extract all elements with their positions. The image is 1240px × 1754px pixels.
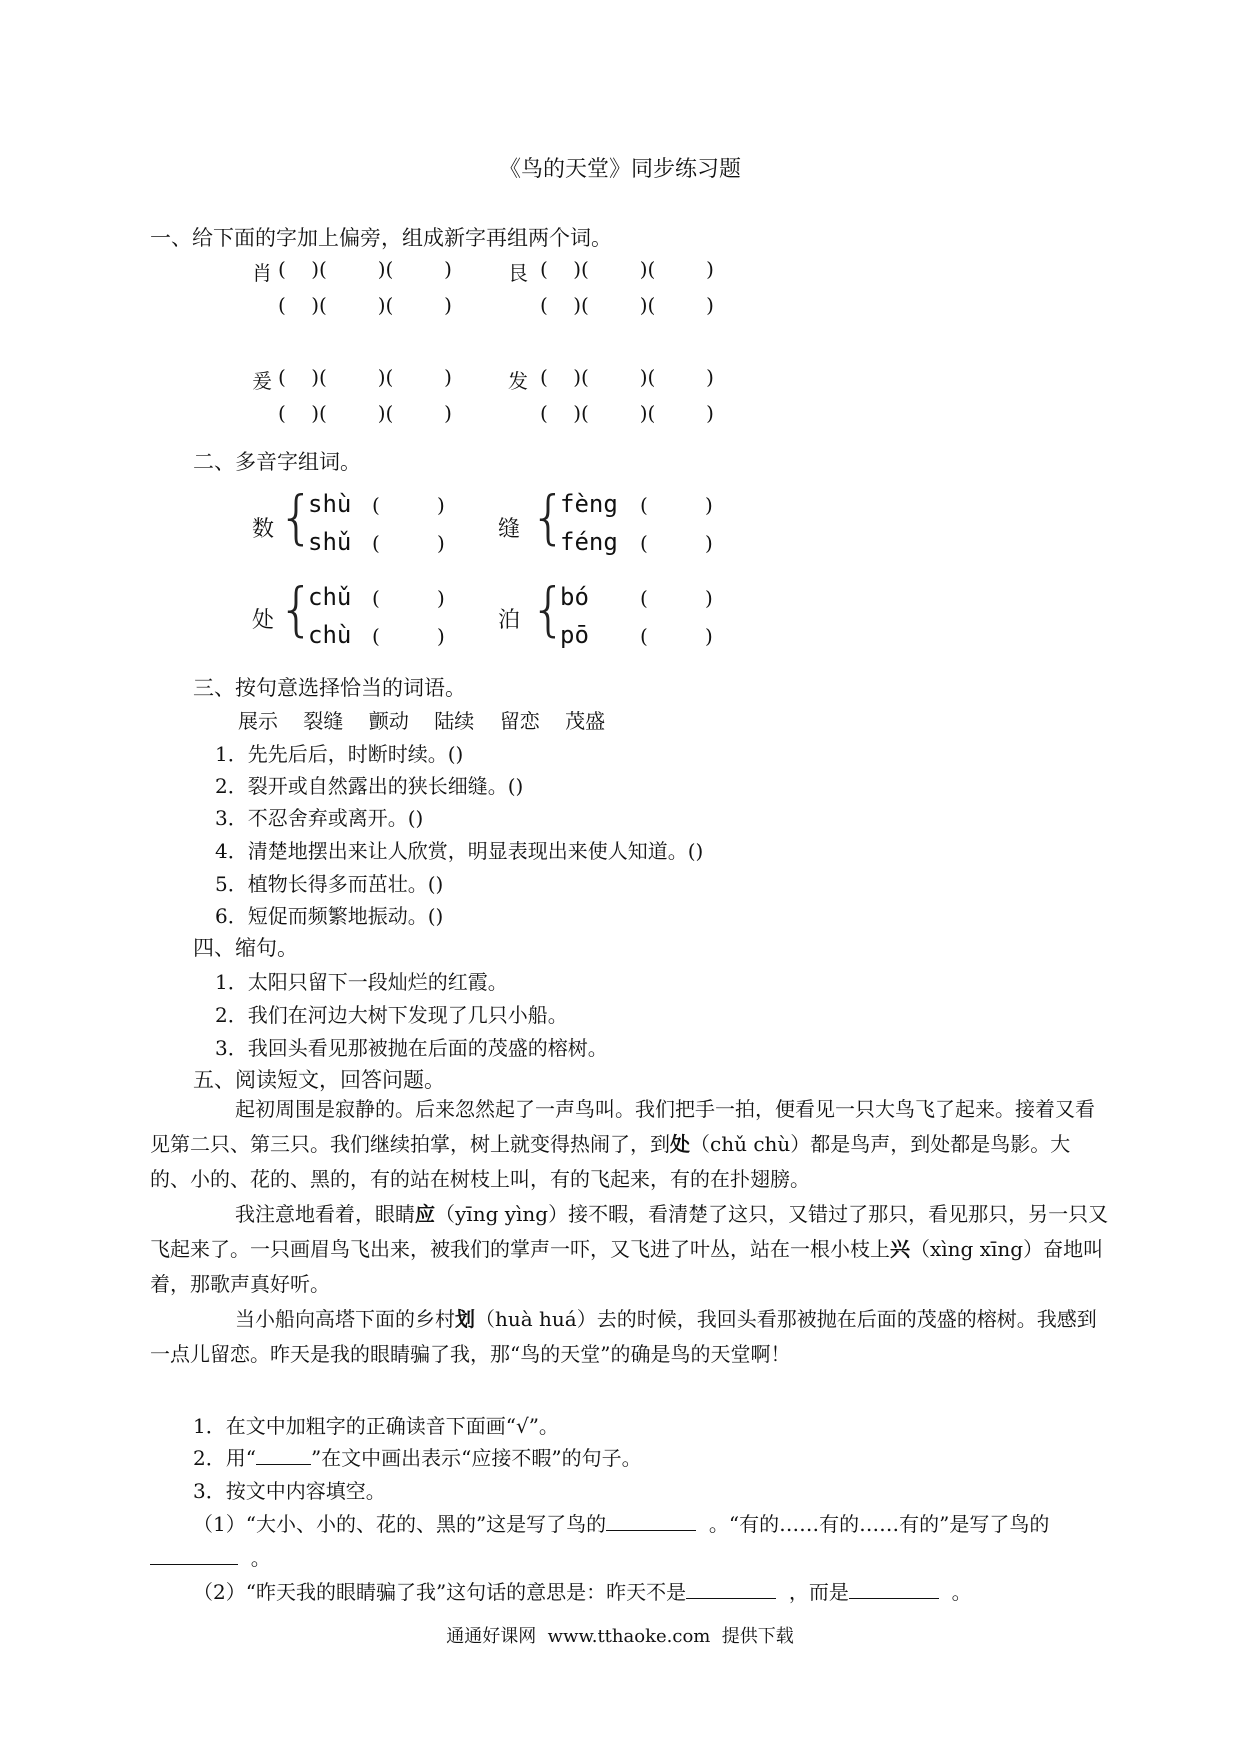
answer-blank [849, 1580, 939, 1599]
question-3-1-cont: 。 [150, 1542, 271, 1571]
section3-item: 6．短促而频繁地振动。() [215, 904, 444, 928]
section1-parens: ( )( )( ) [540, 257, 714, 281]
bold-char: 应 [415, 1202, 435, 1226]
pinyin: shù [308, 490, 352, 518]
section4-item: 2．我们在河边大树下发现了几只小船。 [215, 1003, 568, 1027]
brace-icon: { [278, 575, 315, 643]
reading-paragraph-1: 起初周围是寂静的。后来忽然起了一声鸟叫。我们把手一拍，便看见一只大鸟飞了起来。接着又看见第二只、第三只。我们继续拍掌，树上就变得热闹了，到处（chǔ chù）都是鸟声，到处都是鸟影。大的、小的、花的、黑的，有的站在树枝上叫，有的飞起来，有的在扑翅膀。 [150, 1097, 1095, 1191]
word-bank: 展示 裂缝 颤动 陆续 留恋 茂盛 [238, 709, 606, 733]
brace-icon: { [530, 575, 567, 643]
section4-heading: 四、缩句。 [193, 936, 298, 960]
pinyin: bó [560, 583, 589, 611]
brace-icon: { [530, 483, 567, 551]
reading-paragraph-3: 当小船向高塔下面的乡村划（huà huá）去的时候，我回头看那被抛在后面的茂盛的榕树。我感到一点儿留恋。昨天是我的眼睛骗了我，那“鸟的天堂”的确是鸟的天堂啊！ [150, 1307, 1097, 1366]
answer-blank [256, 1446, 311, 1465]
section1-parens: ( )( )( ) [540, 365, 714, 389]
section4-item: 1．太阳只留下一段灿烂的红霞。 [215, 970, 508, 994]
pinyin: féng [560, 528, 618, 556]
section1-char-1: 肖 [252, 261, 272, 285]
answer-blank [686, 1580, 776, 1599]
section1-parens: ( )( )( ) [278, 365, 452, 389]
footer-credit: 通通好课网 www.tthaoke.com 提供下载 [446, 1626, 794, 1647]
pinyin: pō [560, 621, 589, 649]
page-title: 《鸟的天堂》同步练习题 [498, 157, 741, 182]
section1-char-2: 艮 [508, 261, 528, 285]
section3-item: 1．先先后后，时断时续。() [215, 742, 464, 766]
polyphone-paren: ( ) [640, 624, 713, 648]
section3-heading: 三、按句意选择恰当的词语。 [193, 676, 466, 700]
question-3-2: （2）“昨天我的眼睛骗了我”这句话的意思是：昨天不是 ，而是 。 [193, 1580, 972, 1604]
section1-parens: ( )( )( ) [540, 293, 714, 317]
section1-parens: ( )( )( ) [278, 257, 452, 281]
question-3: 3．按文中内容填空。 [193, 1479, 386, 1503]
reading-paragraph-2: 我注意地看着，眼睛应（yīng yìng）接不暇，看清楚了这只，又错过了那只，看见那只，另一只又飞起来了。一只画眉鸟飞出来，被我们的掌声一吓，又飞进了叶丛，站在一根小枝上兴（xìng xīng）奋地叫着，那歌声真好听。 [150, 1202, 1109, 1296]
pinyin: shǔ [308, 528, 352, 556]
polyphone-paren: ( ) [372, 493, 445, 517]
pinyin: fèng [560, 490, 618, 518]
section1-char-4: 发 [508, 369, 528, 393]
polyphone-char: 泊 [498, 608, 521, 633]
section1-parens: ( )( )( ) [278, 293, 452, 317]
polyphone-paren: ( ) [372, 586, 445, 610]
section1-parens: ( )( )( ) [540, 401, 714, 425]
section5-heading: 五、阅读短文，回答问题。 [193, 1068, 445, 1092]
polyphone-paren: ( ) [640, 493, 713, 517]
question-2: 2．用“ ”在文中画出表示“应接不暇”的句子。 [193, 1446, 642, 1470]
polyphone-char: 数 [252, 517, 275, 542]
bold-char: 兴 [890, 1237, 910, 1261]
polyphone-char: 缝 [498, 517, 521, 542]
section3-item: 2．裂开或自然露出的狭长细缝。() [215, 774, 524, 798]
pinyin: chù [308, 621, 352, 649]
section3-item: 4．清楚地摆出来让人欣赏，明显表现出来使人知道。() [215, 839, 704, 863]
bold-char: 划 [455, 1307, 475, 1331]
question-1: 1．在文中加粗字的正确读音下面画“√”。 [193, 1414, 559, 1438]
section1-char-3: 爰 [252, 369, 272, 393]
brace-icon: { [278, 483, 315, 551]
section3-item: 3．不忍舍弃或离开。() [215, 806, 424, 830]
polyphone-paren: ( ) [372, 624, 445, 648]
polyphone-char: 处 [252, 608, 275, 633]
polyphone-paren: ( ) [372, 531, 445, 555]
section3-item: 5．植物长得多而茁壮。() [215, 872, 444, 896]
section1-heading: 一、给下面的字加上偏旁，组成新字再组两个词。 [150, 226, 612, 250]
bold-char: 处 [670, 1132, 690, 1156]
answer-blank [606, 1512, 696, 1531]
polyphone-paren: ( ) [640, 531, 713, 555]
question-3-1: （1）“大小、小的、花的、黑的”这是写了鸟的 。“有的……有的……有的”是写了鸟的 [193, 1512, 1050, 1536]
polyphone-paren: ( ) [640, 586, 713, 610]
section2-heading: 二、多音字组词。 [193, 450, 361, 474]
pinyin: chǔ [308, 583, 352, 611]
answer-blank [150, 1546, 238, 1565]
section1-parens: ( )( )( ) [278, 401, 452, 425]
section4-item: 3．我回头看见那被抛在后面的茂盛的榕树。 [215, 1036, 608, 1060]
